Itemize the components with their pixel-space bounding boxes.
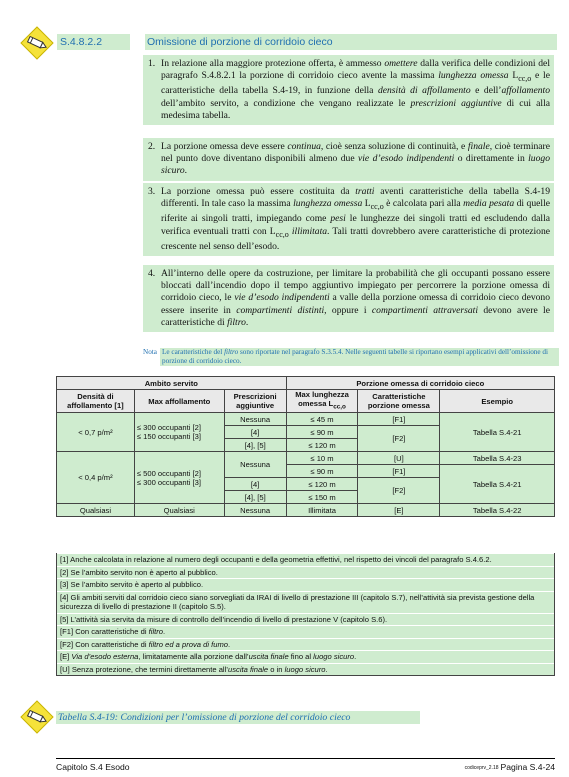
- table-cell: < 0,7 p/m²: [57, 413, 135, 452]
- table-cell: Nessuna: [224, 413, 286, 426]
- column-header: [286, 390, 358, 413]
- paragraph-number: 2.: [148, 141, 156, 152]
- table-cell: Illimitata: [286, 504, 358, 517]
- paragraph-1: [143, 55, 554, 125]
- paragraph-text: La porzione omessa deve essere continua, cioè senza soluzione di continuità, e finale, cioè terminare nel punto dove diventano disponibili almeno due vie d’esodo indipendenti o direttamente in luogo sicuro.: [161, 141, 550, 177]
- table-cell: ≤ 90 m: [286, 465, 358, 478]
- paragraph-3: [143, 183, 554, 256]
- pencil-icon: [20, 26, 54, 60]
- table-cell: < 0,4 p/m²: [57, 452, 135, 504]
- column-header-text: Max lunghezza omessa L: [295, 390, 349, 409]
- table-cell: Tabella S.4-23: [440, 452, 555, 465]
- table-cell: Tabella S.4-21: [440, 465, 555, 504]
- table-note: [U] Senza protezione, che termini direttamente all’uscita finale o in luogo sicuro.: [57, 663, 554, 676]
- paragraph-text: La porzione omessa può essere costituita da tratti aventi caratteristiche della tabella S.4-19 differenti. In tale caso la massima lunghezza omessa $L_{cc,o}$ è calcolata pari alla media pesata di quelle riferite ai singoli tratti, impiegando come pesi le lunghezze dei singoli tratti ed escludendo dalla verifica eventuali tratti con $L_{cc,o}$ illimitata. Tali tratti dovrebbero avere caratteristiche di protezione crescente nel senso dell’esodo.: [161, 186, 551, 252]
- table-cell: ≤ 500 occupanti [2] ≤ 300 occupanti [3]: [134, 452, 224, 504]
- table-note: [E] Via d’esodo esterna, limitatamente alla porzione dall’uscita finale fino al luogo sicuro.: [57, 650, 554, 663]
- table-cell: [U]: [358, 452, 440, 465]
- section-number: S.4.8.2.2: [57, 34, 130, 50]
- table-cell: ≤ 45 m: [286, 413, 358, 426]
- table-cell: ≤ 90 m: [286, 426, 358, 439]
- table-note: [1] Anche calcolata in relazione al numero degli occupanti e della geometria effettivi, nel rispetto dei vincoli del paragrafo S.4.6.2.: [57, 553, 554, 566]
- table-cell: ≤ 120 m: [286, 439, 358, 452]
- group-header: Porzione omessa di corridoio cieco: [286, 377, 554, 390]
- paragraph-4: [143, 265, 554, 332]
- table-note: [5] L’attività sia servita da misure di controllo dell’incendio di livello di prestazione V (capitolo S.6).: [57, 613, 554, 626]
- table-cell: [4]: [224, 426, 286, 439]
- footer-page: [465, 762, 555, 772]
- table-note: [F2] Con caratteristiche di filtro ed a prova di fumo.: [57, 638, 554, 651]
- table-note: [4] Gli ambiti serviti dal corridoio cieco siano sorvegliati da IRAI di livello di prestazione III (capitolo S.7), nell’attività sia prevista gestione della sicurezza di livello di prestazione II (capitolo S.5).: [57, 591, 554, 613]
- column-header: Prescrizioni aggiuntive: [224, 390, 286, 413]
- table-cell: ≤ 300 occupanti [2] ≤ 150 occupanti [3]: [134, 413, 224, 452]
- table-cell: Qualsiasi: [57, 504, 135, 517]
- table-notes: [56, 553, 555, 676]
- table-note: [2] Se l’ambito servito non è aperto al pubblico.: [57, 566, 554, 579]
- column-header: Densità di affollamento [1]: [57, 390, 135, 413]
- paragraph-number: 4.: [148, 268, 156, 279]
- footer-divider: [56, 758, 555, 759]
- column-header: Max affollamento: [134, 390, 224, 413]
- conditions-table: [56, 376, 555, 517]
- table-cell: Tabella S.4-21: [440, 413, 555, 452]
- paragraph-text: In relazione alla maggiore protezione offerta, è ammesso omettere dalla verifica delle condizioni del paragrafo S.4.8.2.1 la porzione di corridoio cieco avente la massima lunghezza omessa $L_{cc,o}$ e le caratteristiche della tabella S.4-19, in funzione della densità di affollamento e dell’affollamento dell’ambito servito, a condizione che vengano realizzate le prescrizioni aggiuntive di cui alla medesima tabella.: [161, 58, 550, 121]
- table-cell: [4]: [224, 478, 286, 491]
- nota-label: Nota: [143, 348, 157, 356]
- table-cell: ≤ 120 m: [286, 478, 358, 491]
- table-cell: [4], [5]: [224, 439, 286, 452]
- column-header: Caratteristiche porzione omessa: [358, 390, 440, 413]
- table-cell: Nessuna: [224, 504, 286, 517]
- table-cell: [E]: [358, 504, 440, 517]
- section-title: Omissione di porzione di corridoio cieco: [145, 34, 557, 50]
- table-cell: ≤ 150 m: [286, 491, 358, 504]
- table-cell: [4], [5]: [224, 491, 286, 504]
- table-note: [F1] Con caratteristiche di filtro.: [57, 625, 554, 638]
- paragraph-2: [143, 138, 554, 181]
- table-note: [3] Se l’ambito servito è aperto al pubblico.: [57, 578, 554, 591]
- paragraph-number: 1.: [148, 58, 156, 69]
- footer-chapter: Capitolo S.4 Esodo: [56, 762, 130, 772]
- table-cell: Qualsiasi: [134, 504, 224, 517]
- footer-code: codiceprv_2.18: [464, 764, 499, 771]
- paragraph-text: All’interno delle opere da costruzione, per limitare la probabilità che gli occupanti possano essere bloccati dall’incendio dopo il tempo aggiuntivo impiegato per percorrere la porzione omessa di corridoio cieco, le vie d’esodo indipendenti a valle della porzione omessa di corridoio cieco devono essere inserite in compartimenti distinti, oppure i compartimenti attraversati devono avere le caratteristiche di filtro.: [161, 268, 551, 328]
- pencil-icon: [20, 700, 54, 734]
- group-header: Ambito servito: [57, 377, 287, 390]
- table-cell: Nessuna: [224, 452, 286, 478]
- table-cell: Tabella S.4-22: [440, 504, 555, 517]
- table-cell: [F1]: [358, 413, 440, 426]
- column-header: Esempio: [440, 390, 555, 413]
- nota-text: Le caratteristiche del filtro sono riportate nel paragrafo S.3.5.4. Nelle seguenti tabelle si riportano esempi applicativi dell’omissione di porzione di corridoio cieco.: [160, 348, 559, 366]
- paragraph-number: 3.: [148, 186, 156, 197]
- table-cell: [F2]: [358, 478, 440, 504]
- table-caption: Tabella S.4-19: Condizioni per l’omissione di porzione del corridoio cieco: [56, 711, 420, 724]
- footer-page-number: Pagina S.4-24: [500, 762, 555, 772]
- column-header-subscript: cc,o: [333, 403, 346, 411]
- table-cell: [F1]: [358, 465, 440, 478]
- table-cell: ≤ 10 m: [286, 452, 358, 465]
- table-cell: [F2]: [358, 426, 440, 452]
